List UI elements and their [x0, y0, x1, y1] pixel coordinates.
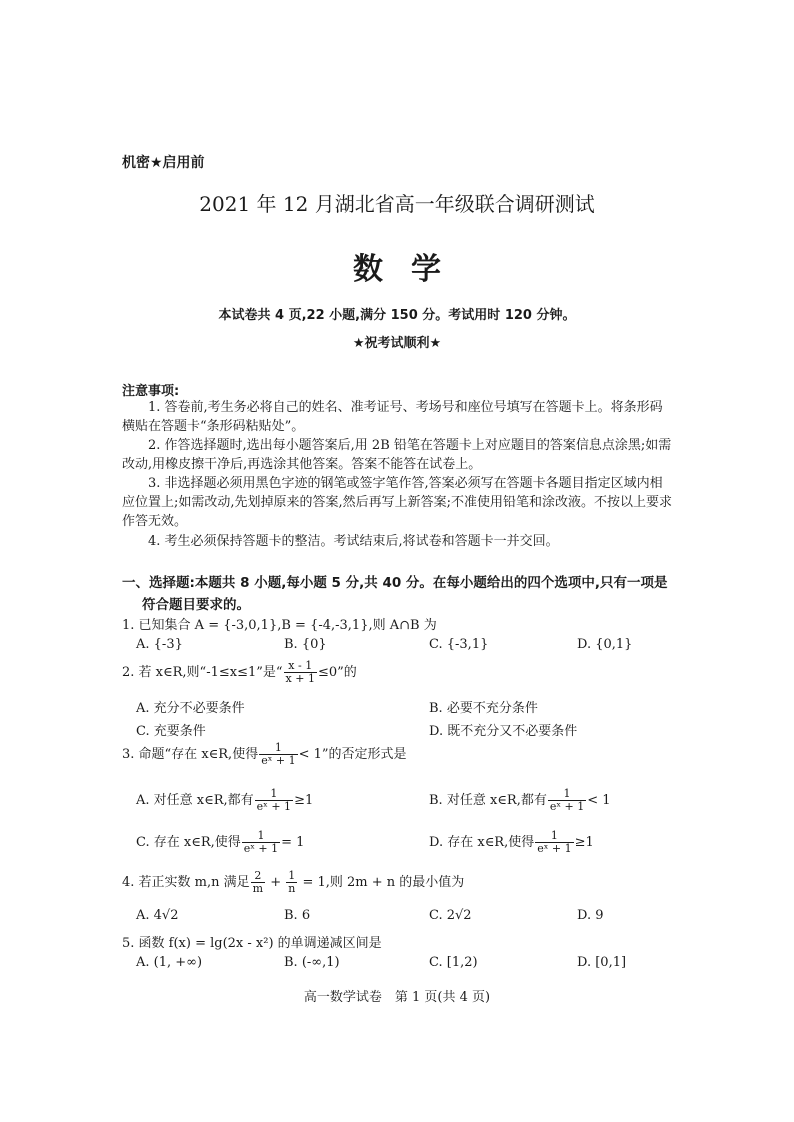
q2-stem-pre: 2. 若 x∈R,则“-1≤x≤1”是“ — [122, 665, 283, 680]
question-1-stem: 1. 已知集合 A = {-3,0,1},B = {-4,-3,1},则 A∩B 为 — [122, 618, 437, 633]
q4-option-a: A. 4√2 — [136, 908, 179, 923]
note-item: 1. 答卷前,考生务必将自己的姓名、准考证号、考场号和座位号填写在答题卡上。将条形码横贴在答题卡“条形码粘贴处”。 — [122, 400, 663, 434]
q1-option-b: B. {0} — [284, 637, 327, 652]
q3-option-d — [429, 830, 594, 855]
q3-option-a-num: 1 — [255, 788, 293, 801]
exam-title: 2021 年 12 月湖北省高一年级联合调研测试 — [199, 192, 595, 216]
q3-option-d-num: 1 — [535, 830, 573, 843]
exam-info: 本试卷共 4 页,22 小题,满分 150 分。考试用时 120 分钟。 — [218, 308, 576, 323]
q4-fraction-1 — [251, 870, 265, 895]
q3-option-b-num: 1 — [548, 788, 586, 801]
q3-option-b-pre: B. 对任意 x∈R,都有 — [429, 793, 547, 808]
q2-option-d: D. 既不充分又不必要条件 — [429, 724, 578, 739]
q1-option-a: A. {-3} — [136, 637, 183, 652]
q3-option-c-pre: C. 存在 x∈R,使得 — [136, 835, 241, 850]
q3-stem-post: < 1”的否定形式是 — [298, 747, 407, 762]
q3-option-d-den: eˣ + 1 — [537, 842, 572, 855]
q3-option-b-den: eˣ + 1 — [549, 800, 585, 813]
q3-option-d-post: ≥1 — [574, 835, 594, 850]
q4-option-c: C. 2√2 — [429, 908, 472, 923]
q2-fraction — [284, 660, 317, 685]
q3-option-a-pre: A. 对任意 x∈R,都有 — [136, 793, 254, 808]
q5-option-d: D. [0,1] — [577, 955, 627, 970]
q2-option-b: B. 必要不充分条件 — [429, 701, 538, 716]
q4-fraction-2-num: 1 — [286, 870, 297, 883]
q2-option-c: C. 充要条件 — [136, 724, 206, 739]
q3-option-c — [136, 830, 304, 855]
note-item: 2. 作答选择题时,选出每小题答案后,用 2B 铅笔在答题卡上对应题目的答案信息点涂黑;如需改动,用橡皮擦干净后,再选涂其他答案。答案不能答在试卷上。 — [122, 438, 672, 472]
note-item: 3. 非选择题必须用黑色字迹的钢笔或签字笔作答,答案必须写在答题卡各题目指定区域内相应位置上;如需改动,先划掉原来的答案,然后再写上新答案;不准使用铅笔和涂改液。不按以上要求作答无效。 — [122, 476, 673, 529]
q3-option-b-fraction — [548, 788, 586, 813]
q3-option-c-num: 1 — [242, 830, 280, 843]
q2-fraction-den: x + 1 — [285, 672, 315, 685]
good-luck-line: ★祝考试顺利★ — [352, 336, 442, 351]
q3-option-d-fraction — [535, 830, 573, 855]
q4-option-d: D. 9 — [577, 908, 604, 923]
notes-heading: 注意事项: — [122, 384, 180, 399]
q2-option-a: A. 充分不必要条件 — [136, 701, 245, 716]
q3-option-c-post: = 1 — [281, 835, 305, 850]
question-4-stem — [122, 870, 464, 895]
question-2-stem — [122, 660, 357, 685]
q3-option-a-fraction — [255, 788, 293, 813]
q4-plus: + — [266, 875, 286, 890]
q3-option-b-post: < 1 — [587, 793, 611, 808]
section-heading — [122, 572, 674, 616]
q4-stem-pre: 4. 若正实数 m,n 满足 — [122, 875, 250, 890]
subject-title: 数学 — [353, 252, 469, 287]
section-heading-text: 一、选择题:本题共 8 小题,每小题 5 分,共 40 分。在每小题给出的四个选项中,只有一项是符合题目要求的。 — [122, 575, 668, 613]
q3-fraction — [259, 742, 297, 767]
q5-option-a: A. (1, +∞) — [136, 955, 203, 970]
page-footer: 高一数学试卷 第 1 页(共 4 页) — [303, 990, 491, 1005]
q4-fraction-2 — [286, 870, 297, 895]
q1-option-c: C. {-3,1} — [429, 637, 489, 652]
q2-stem-post: ≤0”的 — [317, 665, 357, 680]
q4-option-b: B. 6 — [284, 908, 311, 923]
q3-option-b — [429, 788, 611, 813]
question-5-stem: 5. 函数 f(x) = lg(2x - x²) 的单调递减区间是 — [122, 936, 382, 951]
q4-fraction-1-num: 2 — [251, 870, 265, 883]
q3-option-a — [136, 788, 313, 813]
q5-option-b: B. (-∞,1) — [284, 955, 340, 970]
q3-fraction-num: 1 — [259, 742, 297, 755]
q4-fraction-2-den: n — [288, 882, 296, 895]
q4-stem-post: = 1,则 2m + n 的最小值为 — [298, 875, 465, 890]
q5-option-c: C. [1,2) — [429, 955, 478, 970]
q3-option-d-pre: D. 存在 x∈R,使得 — [429, 835, 535, 850]
confidential-label: 机密★启用前 — [122, 155, 205, 171]
q3-option-c-fraction — [242, 830, 280, 855]
q3-option-a-den: eˣ + 1 — [256, 800, 292, 813]
q3-option-c-den: eˣ + 1 — [243, 842, 279, 855]
note-item: 4. 考生必须保持答题卡的整洁。考试结束后,将试卷和答题卡一并交回。 — [148, 534, 559, 549]
q1-option-d: D. {0,1} — [577, 637, 633, 652]
q2-fraction-num: x - 1 — [284, 660, 317, 673]
q3-stem-pre: 3. 命题“存在 x∈R,使得 — [122, 747, 259, 762]
q4-fraction-1-den: m — [252, 882, 264, 895]
question-3-stem — [122, 742, 407, 767]
q3-option-a-post: ≥1 — [294, 793, 314, 808]
q3-fraction-den: eˣ + 1 — [261, 754, 296, 767]
